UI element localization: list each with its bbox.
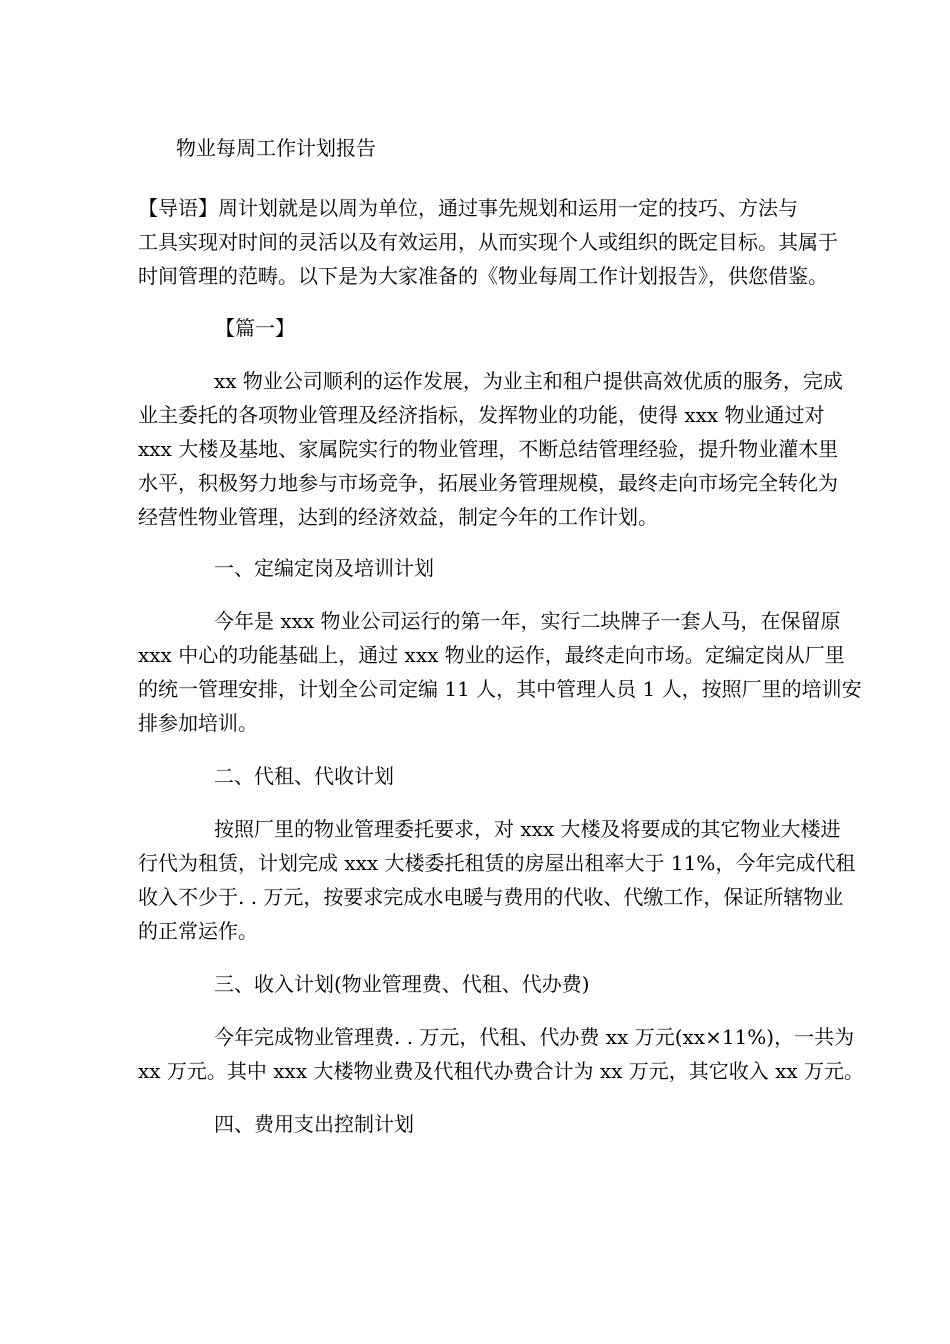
intro-line: 【导语】周计划就是以周为单位，通过事先规划和运用一定的技巧、方法与 bbox=[138, 196, 798, 220]
section-heading-1: 一、定编定岗及培训计划 bbox=[214, 556, 434, 580]
paragraph-4 bbox=[138, 1020, 865, 1088]
paragraph-1 bbox=[138, 364, 843, 534]
section-heading-3: 三、收入计划(物业管理费、代租、代办费) bbox=[214, 972, 590, 996]
paragraph-line: 今年完成物业管理费. . 万元，代租、代办费 xx 万元(xx×11%)，一共为 bbox=[214, 1025, 855, 1049]
paragraph-line: 水平，积极努力地参与市场竞争，拓展业务管理规模，最终走向市场完全转化为 bbox=[138, 471, 838, 495]
paragraph-line: 按照厂里的物业管理委托要求，对 xxx 大楼及将要成的其它物业大楼进 bbox=[214, 817, 841, 841]
paragraph-line: xx 物业公司顺利的运作发展，为业主和租户提供高效优质的服务，完成 bbox=[214, 369, 843, 393]
intro-line: 时间管理的范畴。以下是为大家准备的《物业每周工作计划报告》，供您借鉴。 bbox=[138, 264, 828, 288]
paragraph-line: 的统一管理安排，计划全公司定编 11 人，其中管理人员 1 人，按照厂里的培训安 bbox=[138, 677, 862, 701]
intro-line: 工具实现对时间的灵活以及有效运用，从而实现个人或组织的既定目标。其属于 bbox=[138, 230, 838, 254]
section-heading-4: 四、费用支出控制计划 bbox=[214, 1112, 414, 1136]
section-heading-2: 二、代租、代收计划 bbox=[214, 764, 394, 788]
paragraph-line: xxx 中心的功能基础上，通过 xxx 物业的运作，最终走向市场。定编定岗从厂里 bbox=[138, 643, 845, 667]
paragraph-line: 排参加培训。 bbox=[138, 711, 258, 735]
paragraph-line: xxx 大楼及基地、家属院实行的物业管理，不断总结管理经验，提升物业灌木里 bbox=[138, 437, 839, 461]
paragraph-2 bbox=[138, 604, 862, 740]
paragraph-line: xx 万元。其中 xxx 大楼物业费及代租代办费合计为 xx 万元，其它收入 xx 万元。 bbox=[138, 1059, 865, 1083]
section-label: 【篇一】 bbox=[215, 316, 295, 340]
paragraph-line: 经营性物业管理，达到的经济效益，制定今年的工作计划。 bbox=[138, 505, 658, 529]
paragraph-line: 收入不少于. . 万元，按要求完成水电暖与费用的代收、代缴工作，保证所辖物业 bbox=[138, 885, 844, 909]
paragraph-3 bbox=[138, 812, 856, 948]
intro-paragraph bbox=[138, 191, 838, 293]
paragraph-line: 今年是 xxx 物业公司运行的第一年，实行二块牌子一套人马，在保留原 bbox=[214, 609, 841, 633]
paragraph-line: 行代为租赁，计划完成 xxx 大楼委托租赁的房屋出租率大于 11%，今年完成代租 bbox=[138, 851, 856, 875]
paragraph-line: 的正常运作。 bbox=[138, 919, 258, 943]
paragraph-line: 业主委托的各项物业管理及经济指标，发挥物业的功能，使得 xxx 物业通过对 bbox=[138, 403, 825, 427]
document-title: 物业每周工作计划报告 bbox=[176, 136, 376, 160]
